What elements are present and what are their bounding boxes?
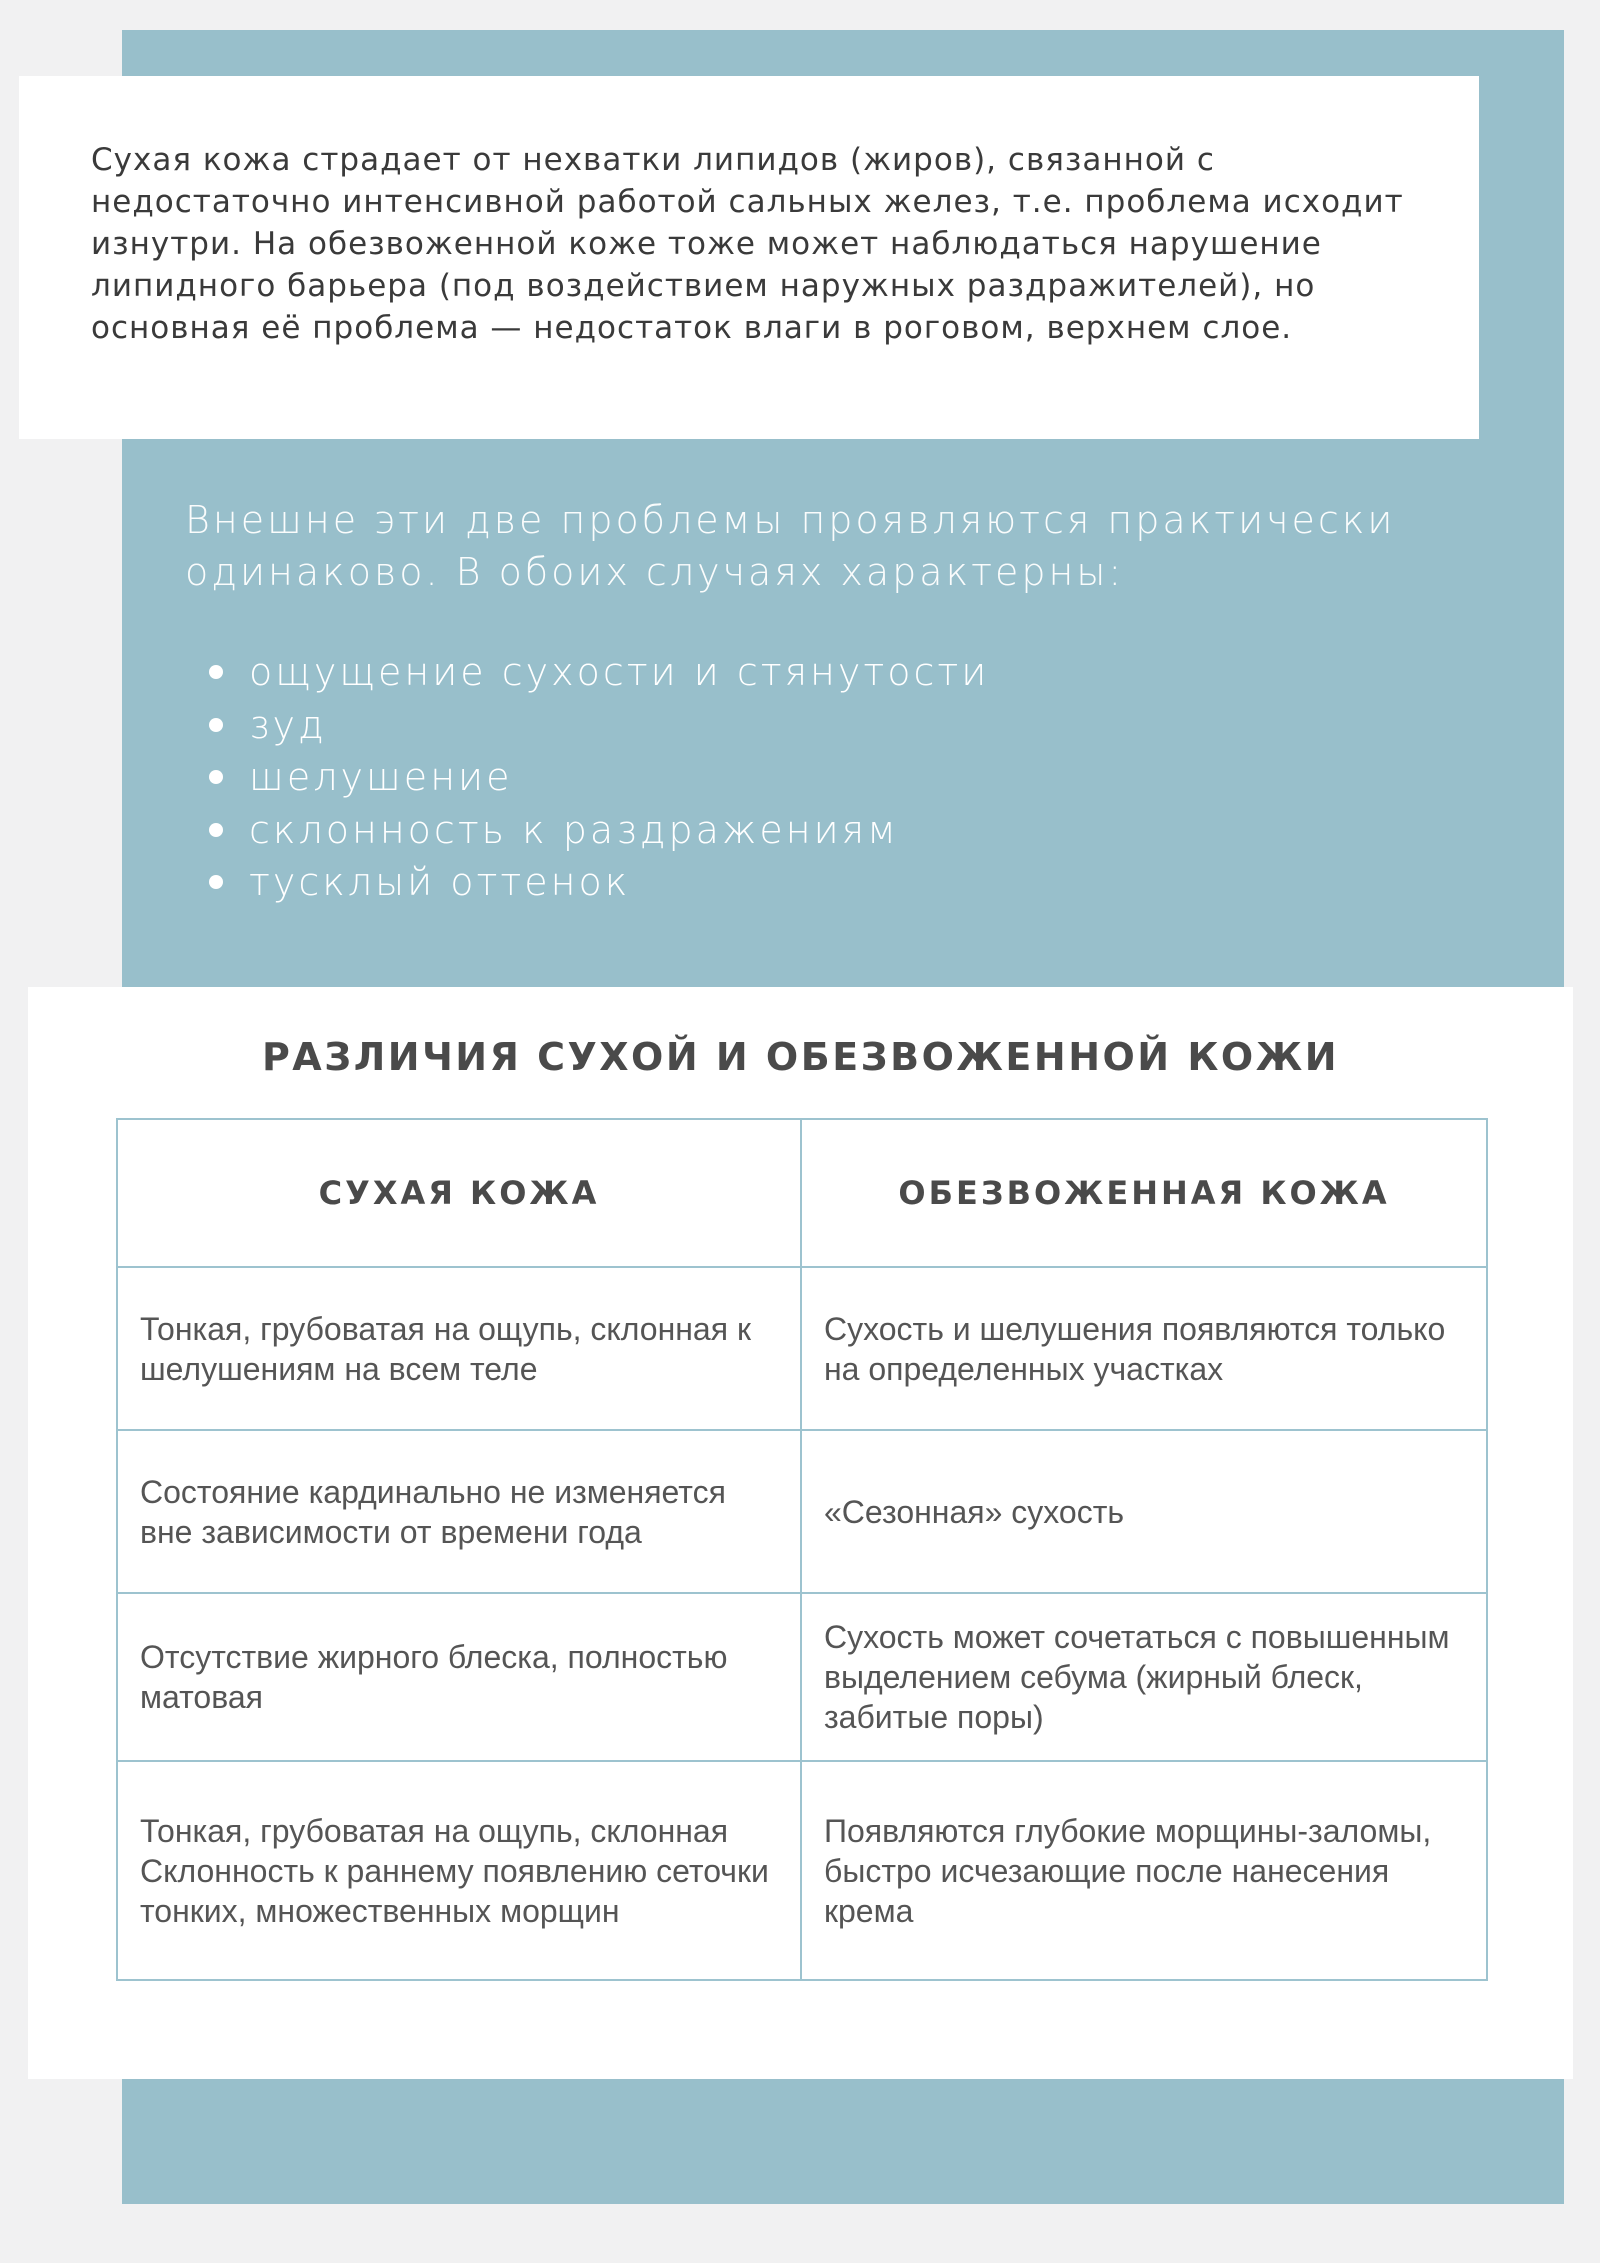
intro-card <box>19 76 1479 439</box>
symptom-label: шелушение <box>249 755 513 799</box>
bullet-icon <box>209 770 223 784</box>
symptom-item <box>185 699 1485 752</box>
symptom-list <box>185 646 1485 909</box>
table-cell: Появляются глубокие морщины-заломы, быстро исчезающие после нанесения крема <box>801 1761 1487 1980</box>
table-cell: Состояние кардинально не изменяется вне зависимости от времени года <box>117 1430 801 1593</box>
symptom-item <box>185 856 1485 909</box>
intro-text: Сухая кожа страдает от нехватки липидов (жиров), связанной с недостаточно интенсивной работой сальных желез, т.е. проблема исходит изнутри. На обезвоженной коже тоже может наблюдаться нарушение липидного барьера (под воздействием наружных раздражителей), но основная её проблема — недостаток влаги в роговом, верхнем слое. <box>91 142 1404 346</box>
comparison-title: РАЗЛИЧИЯ СУХОЙ И ОБЕЗВОЖЕННОЙ КОЖИ <box>261 1035 1340 1079</box>
bullet-icon <box>209 823 223 837</box>
symptom-item <box>185 804 1485 857</box>
table-row <box>117 1761 1487 1980</box>
table-header-row <box>117 1119 1487 1267</box>
symptom-item <box>185 751 1485 804</box>
column-header-dehydrated-skin: ОБЕЗВОЖЕННАЯ КОЖА <box>801 1119 1487 1267</box>
symptoms-section <box>185 494 1485 909</box>
comparison-table <box>116 1118 1488 1981</box>
table-row <box>117 1430 1487 1593</box>
table-cell: Сухость и шелушения появляются только на определенных участках <box>801 1267 1487 1430</box>
symptom-label: зуд <box>249 702 327 747</box>
table-cell: Сухость может сочетаться с повышенным выделением себума (жирный блеск, забитые поры) <box>801 1593 1487 1761</box>
symptom-label: ощущение сухости и стянутости <box>249 650 990 694</box>
table-row <box>117 1267 1487 1430</box>
symptom-label: склонность к раздражениям <box>249 807 899 852</box>
symptom-label: тусклый оттенок <box>249 860 631 904</box>
comparison-card <box>28 987 1573 2079</box>
bullet-icon <box>209 718 223 732</box>
column-header-dry-skin: СУХАЯ КОЖА <box>117 1119 801 1267</box>
table-cell: Тонкая, грубоватая на ощупь, склонная к шелушениям на всем теле <box>117 1267 801 1430</box>
symptom-item <box>185 646 1485 699</box>
bullet-icon <box>209 665 223 679</box>
table-row <box>117 1593 1487 1761</box>
bullet-icon <box>209 875 223 889</box>
table-cell: «Сезонная» сухость <box>801 1430 1487 1593</box>
table-cell: Тонкая, грубоватая на ощупь, склонная Склонность к раннему появлению сеточки тонких, множественных морщин <box>117 1761 801 1980</box>
table-cell: Отсутствие жирного блеска, полностью матовая <box>117 1593 801 1761</box>
symptoms-lead: Внешне эти две проблемы проявляются практически одинаково. В обоих случаях характерны: <box>185 498 1396 594</box>
